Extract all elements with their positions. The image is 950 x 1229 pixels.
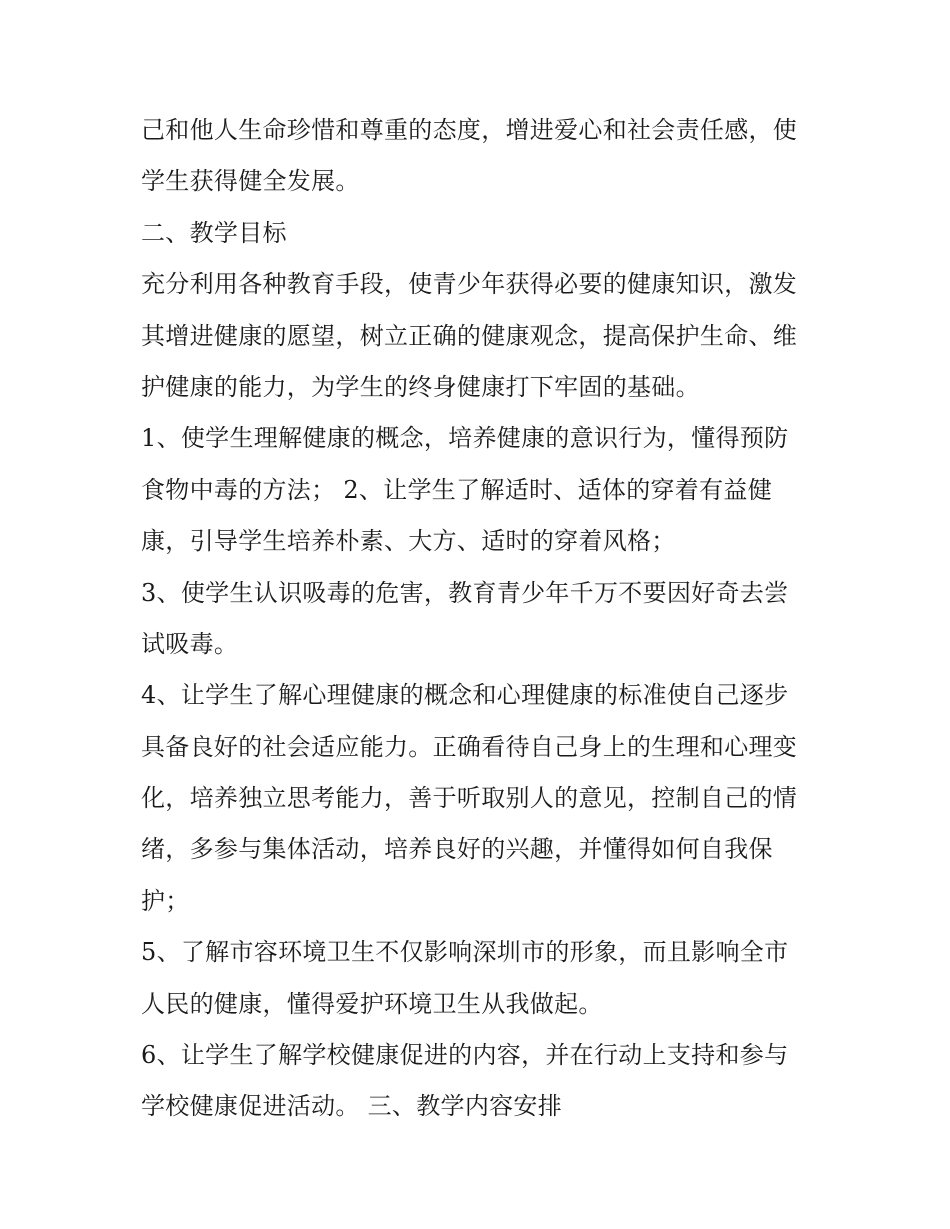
text-line: 护健康的能力，为学生的终身健康打下牢固的基础。 [141, 372, 700, 401]
text-line: 3、使学生认识吸毒的危害，教育青少年千万不要因好奇去尝 [141, 578, 789, 607]
text-line: 人民的健康，懂得爱护环境卫生从我做起。 [141, 989, 603, 1018]
text-line: 充分利用各种教育手段，使青少年获得必要的健康知识，激发 [141, 270, 798, 299]
text-line: 5、了解市容环境卫生不仅影响深圳市的形象，而且影响全市 [141, 938, 789, 967]
section-heading: 二、教学目标 [141, 218, 287, 247]
text-line: 6、让学生了解学校健康促进的内容，并在行动上支持和参与 [141, 1041, 789, 1070]
text-line: 己和他人生命珍惜和尊重的态度，增进爱心和社会责任感，使 [141, 116, 798, 144]
text-line: 1、使学生理解健康的概念，培养健康的意识行为，懂得预防 [141, 424, 789, 453]
text-line: 具备良好的社会适应能力。正确看待自己身上的生理和心理变 [141, 732, 798, 761]
text-line: 学生获得健全发展。 [141, 167, 360, 196]
text-line: 康，引导学生培养朴素、大方、适时的穿着风格； [141, 527, 676, 556]
text-line: 试吸毒。 [141, 629, 239, 658]
text-line: 4、让学生了解心理健康的概念和心理健康的标准使自己逐步 [141, 681, 789, 710]
text-line: 化，培养独立思考能力，善于听取别人的意见，控制自己的情 [141, 784, 798, 813]
text-line: 其增进健康的愿望，树立正确的健康观念，提高保护生命、维 [141, 321, 798, 350]
text-line: 绪，多参与集体活动，培养良好的兴趣，并懂得如何自我保 [141, 835, 773, 864]
text-line: 学校健康促进活动。 三、教学内容安排 [141, 1092, 563, 1121]
text-line: 食物中毒的方法； 2、让学生了解适时、适体的穿着有益健 [141, 475, 772, 504]
document-body [141, 105, 821, 1133]
text-line: 护； [141, 886, 190, 915]
